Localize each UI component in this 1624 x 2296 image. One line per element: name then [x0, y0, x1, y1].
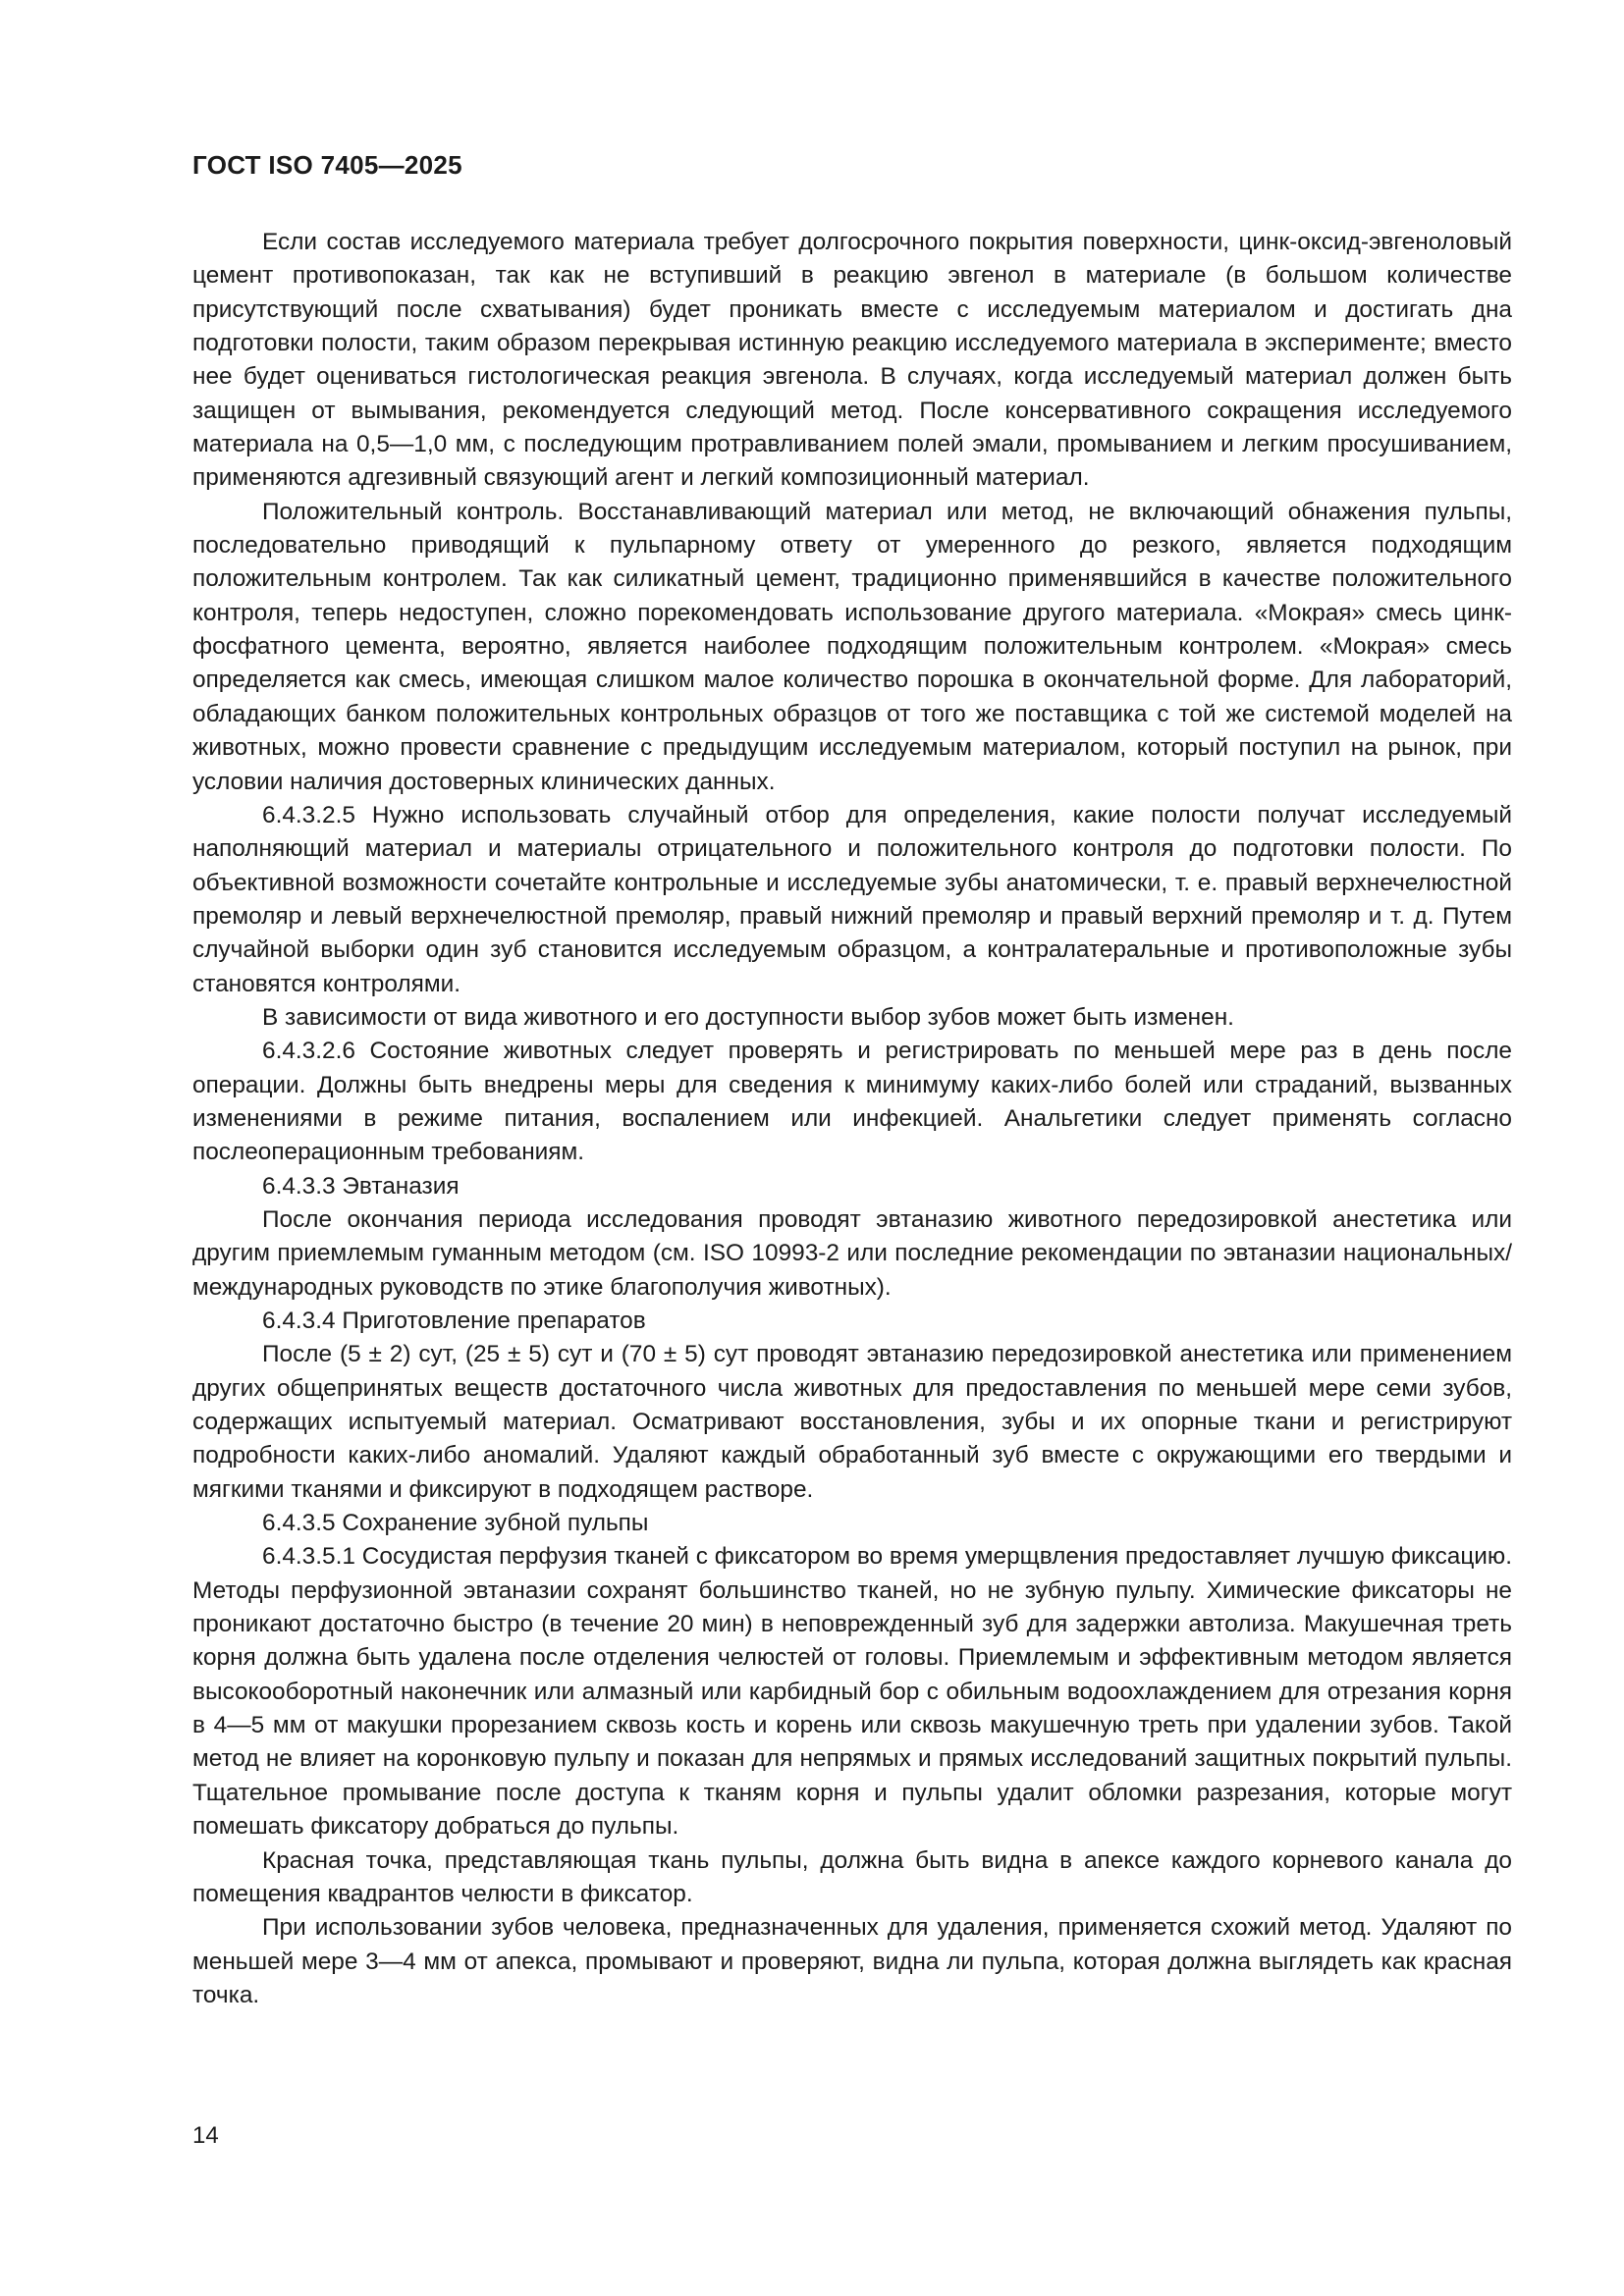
document-body [192, 226, 1512, 2012]
paragraph-euthanasia: После окончания периода исследования проводят эвтаназию животного передозировкой анестетика или другим приемлемым гуманным методом (см. ISO 10993-2 или последние рекомендации по эвтаназии национальных/международных руководств по этике благополучия животных). [192, 1205, 1512, 1301]
page-number: 14 [192, 2122, 219, 2149]
document-header-title: ГОСТ ISO 7405—2025 [192, 150, 462, 180]
paragraph-6-4-3-5-1: 6.4.3.5.1 Сосудистая перфузия тканей с фиксатором во время умерщвления предоставляет лучшую фиксацию. Методы перфузионной эвтаназии сохранят большинство тканей, но не зубную пульпу. Химические фиксаторы не проникают достаточно быстро (в течение 20 мин) в неповрежденный зуб для задержки автолиза. Макушечная треть корня должна быть удалена после отделения челюстей от головы. Приемлемым и эффективным методом является высокооборотный наконечник или алмазный или карбидный бор с обильным водоохлаждением для отрезания корня в 4—5 мм от макушки прорезанием сквозь кость и корень или сквозь макушечную треть при удалении зубов. Такой метод не влияет на коронковую пульпу и показан для непрямых и прямых исследований защитных покрытий пульпы. Тщательное промывание после доступа к тканям корня и пульпы удалит обломки разрезания, которые могут помешать фиксатору добраться до пульпы. [192, 1543, 1512, 1841]
paragraph-human-teeth: При использовании зубов человека, предназначенных для удаления, применяется схожий метод. Удаляют по меньшей мере 3—4 мм от апекса, промывают и проверяют, видна ли пульпа, которая должна выглядеть как красная точка. [192, 1914, 1512, 2008]
paragraph-specimen-preparation: После (5 ± 2) сут, (25 ± 5) сут и (70 ± 5) сут проводят эвтаназию передозировкой анестетика или применением других общепринятых веществ достаточного числа животных для предоставления по меньшей мере семи зубов, содержащих испытуемый материал. Осматривают восстановления, зубы и их опорные ткани и регистрируют подробности каких-либо аномалий. Удаляют каждый обработанный зуб вместе с окружающими его твердыми и мягкими тканями и фиксируют в подходящем растворе. [192, 1341, 1512, 1503]
paragraph-positive-control: Положительный контроль. Восстанавливающий материал или метод, не включающий обнажения пульпы, последовательно приводящий к пульпарному ответу от умеренного до резкого, является подходящим положительным контролем. Так как силикатный цемент, традиционно применявшийся в качестве положительного контроля, теперь недоступен, сложно порекомендовать использование другого материала. «Мокрая» смесь цинк-фосфатного цемента, вероятно, является наиболее подходящим положительным контролем. «Мокрая» смесь определяется как смесь, имеющая слишком малое количество порошка в окончательной форме. Для лабораторий, обладающих банком положительных контрольных образцов от того же поставщика с той же системой моделей на животных, можно провести сравнение с предыдущим исследуемым материалом, который поступил на рынок, при условии наличия достоверных клинических данных. [192, 498, 1512, 795]
paragraph-red-dot: Красная точка, представляющая ткань пульпы, должна быть видна в апексе каждого корневого канала до помещения квадрантов челюсти в фиксатор. [192, 1846, 1512, 1907]
paragraph-6-4-3-2-6: 6.4.3.2.6 Состояние животных следует проверять и регистрировать по меньшей мере раз в день после операции. Должны быть внедрены меры для сведения к минимуму каких-либо болей или страданий, вызванных изменениями в режиме питания, воспалением или инфекцией. Анальгетики следует применять согласно послеоперационным требованиям. [192, 1038, 1512, 1166]
paragraph-eugenol-contraindication: Если состав исследуемого материала требует долгосрочного покрытия поверхности, цинк-оксид-эвгеноловый цемент противопоказан, так как не вступивший в реакцию эвгенол в материале (в большом количестве присутствующий после схватывания) будет проникать вместе с исследуемым материалом и достигать дна подготовки полости, таким образом перекрывая истинную реакцию исследуемого материала в эксперименте; вместо нее будет оцениваться гистологическая реакция эвгенола. В случаях, когда исследуемый материал должен быть защищен от вымывания, рекомендуется следующий метод. После консервативного сокращения исследуемого материала на 0,5—1,0 мм, с последующим протравливанием полей эмали, промыванием и легким просушиванием, применяются адгезивный связующий агент и легкий композиционный материал. [192, 229, 1512, 492]
paragraph-tooth-selection: В зависимости от вида животного и его доступности выбор зубов может быть изменен. [262, 1003, 1234, 1031]
paragraph-6-4-3-2-5: 6.4.3.2.5 Нужно использовать случайный отбор для определения, какие полости получат исследуемый наполняющий материал и материалы отрицательного и положительного контроля до подготовки полости. По объективной возможности сочетайте контрольные и исследуемые зубы анатомически, т. е. правый верхнечелюстной премоляр и левый верхнечелюстной премоляр, правый нижний премоляр и правый верхний премоляр и т. д. Путем случайной выборки один зуб становится исследуемым образцом, а контралатеральные и противоположные зубы становятся контролями. [192, 801, 1512, 997]
section-heading-specimen-preparation: 6.4.3.4 Приготовление препаратов [262, 1308, 646, 1334]
section-heading-pulp-preservation: 6.4.3.5 Сохранение зубной пульпы [262, 1510, 649, 1537]
section-heading-euthanasia: 6.4.3.3 Эвтаназия [262, 1172, 460, 1200]
